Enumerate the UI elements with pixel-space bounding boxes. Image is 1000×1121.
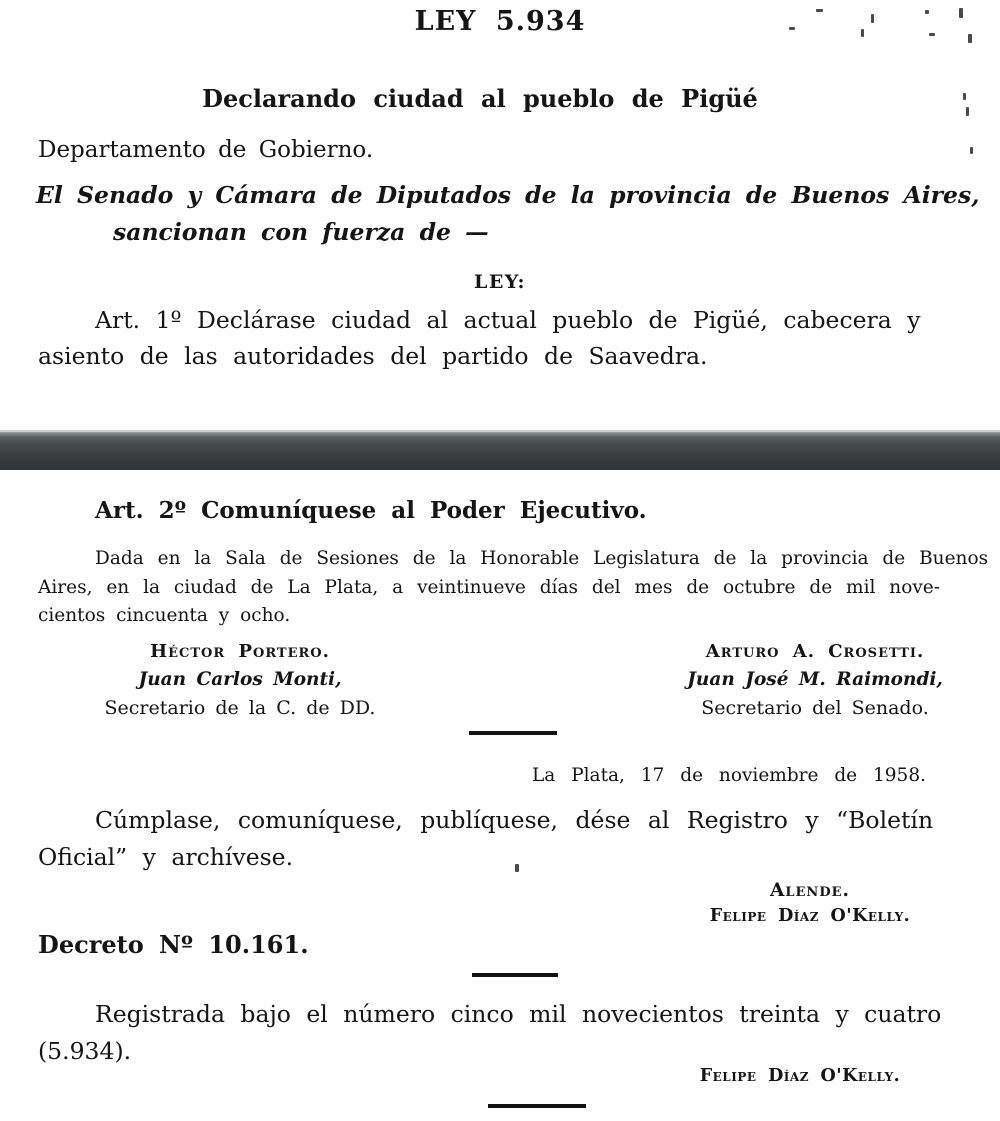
scan-speck: [966, 107, 969, 116]
preamble-line-1: El Senado y Cámara de Diputados de la provincia de Buenos Aires,: [36, 181, 980, 209]
signature-name-crosetti: Arturo A. Crosetti.: [705, 641, 925, 662]
signature-name-monti: Juan Carlos Monti,: [138, 669, 342, 690]
signature-name-raimondi: Juan José M. Raimondi,: [687, 669, 943, 690]
scan-speck: [970, 147, 973, 154]
scan-speck: [871, 14, 874, 23]
scan-speck: [925, 10, 929, 14]
cumplase-line-1: Cúmplase, comuníquese, publíquese, dése al Registro y “Boletín: [95, 806, 934, 834]
scan-speck: [789, 27, 795, 30]
article2-line: Art. 2º Comuníquese al Poder Ejecutivo.: [95, 497, 647, 524]
promulgation-dateline: La Plata, 17 de noviembre de 1958.: [532, 765, 926, 786]
registration-line-1: Registrada bajo el número cinco mil novecientos treinta y cuatro: [95, 1000, 942, 1028]
ley-heading: LEY:: [473, 271, 527, 293]
department-line: Departamento de Gobierno.: [38, 137, 374, 163]
scan-speck: [515, 864, 519, 872]
enactment-line-1: Dada en la Sala de Sesiones de la Honorable Legislatura de la provincia de Buenos: [95, 548, 989, 569]
signature-minister: Felipe Díaz O'Kelly.: [709, 906, 911, 926]
signature-role-senate: Secretario del Senado.: [701, 697, 929, 719]
scan-speck: [929, 33, 935, 36]
enactment-line-3: cientos cincuenta y ocho.: [38, 605, 291, 626]
separator-rule-2: [472, 973, 558, 977]
scan-speck: [963, 93, 966, 100]
scan-speck: [816, 9, 823, 12]
separator-rule-1: [469, 731, 557, 735]
registration-line-2: (5.934).: [38, 1037, 132, 1065]
signature-name-portero: Héctor Portero.: [150, 641, 330, 662]
preamble-line-2: sancionan con fuerza de —: [113, 218, 489, 246]
article1-line-1: Art. 1º Declárase ciudad al actual pueblo de Pigüé, cabecera y: [95, 306, 921, 334]
scan-speck: [861, 29, 864, 37]
scan-speck: [959, 8, 963, 18]
registration-signature: Felipe Díaz O'Kelly.: [699, 1066, 901, 1086]
separator-rule-3: [488, 1104, 586, 1108]
signature-block-senate: [640, 638, 990, 722]
signature-role-deputies: Secretario de la C. de DD.: [104, 697, 376, 719]
law-subtitle: Declarando ciudad al pueblo de Pigüé: [202, 84, 758, 113]
page-separator-band: [0, 430, 1000, 470]
law-title: LEY 5.934: [414, 6, 586, 37]
signature-block-deputies: [60, 638, 420, 722]
cumplase-line-2: Oficial” y archívese.: [38, 843, 294, 871]
signature-governor: Alende.: [770, 880, 850, 901]
scan-speck: [968, 34, 972, 43]
decree-number: Decreto Nº 10.161.: [38, 930, 309, 959]
article1-line-2: asiento de las autoridades del partido de Saavedra.: [38, 342, 708, 370]
enactment-line-2: Aires, en la ciudad de La Plata, a veintinueve días del mes de octubre de mil nove-: [38, 577, 941, 598]
